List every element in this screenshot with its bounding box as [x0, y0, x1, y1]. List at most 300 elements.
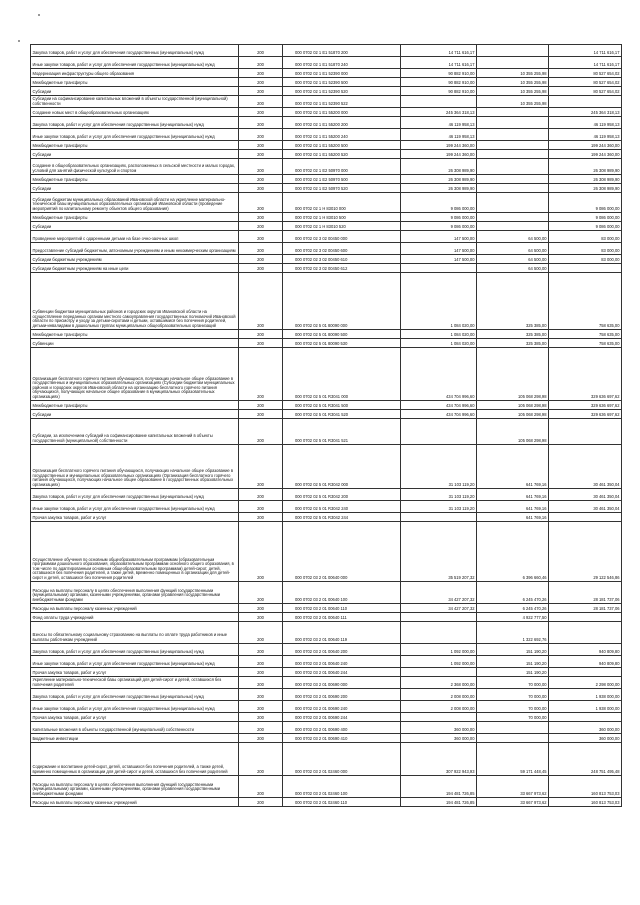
row-description: Субсидии: [31, 410, 239, 419]
row-line-code: 200: [239, 255, 283, 264]
row-budget-classification-code: 000 0702 03 2 01 02460 100: [283, 776, 401, 798]
row-unexecuted-amount: 30 461 350,04: [549, 501, 622, 513]
row-executed-amount: 641 769,16: [477, 501, 549, 513]
row-unexecuted-amount: [549, 96, 622, 108]
row-description: Взносы по обязательному социальному страхованию на выплаты по оплате труда работников и иные выплаты работникам учреждений: [31, 622, 239, 644]
row-description: Расходы на выплаты персоналу в целях обеспечения выполнения функций государственными (муниципальными) органами, казенными учреждениями, органами управления государственными внебюджетными фондами: [31, 582, 239, 604]
table-row: [31, 522, 622, 582]
row-executed-amount: 6 396 660,46: [477, 522, 549, 582]
row-unexecuted-amount: 80 527 654,02: [549, 69, 622, 78]
row-approved-amount: 2 008 000,00: [401, 701, 477, 713]
row-unexecuted-amount: 940 809,80: [549, 644, 622, 656]
row-approved-amount: 9 086 000,00: [401, 193, 477, 213]
table-row: [31, 69, 622, 78]
table-row: [31, 243, 622, 255]
row-unexecuted-amount: 360 000,00: [549, 734, 622, 743]
row-approved-amount: [401, 264, 477, 273]
table-row: [31, 722, 622, 734]
row-line-code: 200: [239, 410, 283, 419]
table-row: [31, 677, 622, 689]
row-approved-amount: 199 244 360,00: [401, 141, 477, 150]
scan-speck: [38, 14, 40, 16]
row-description: Бюджетные инвестиции: [31, 734, 239, 743]
row-executed-amount: 151 190,20: [477, 644, 549, 656]
row-executed-amount: 10 355 255,98: [477, 78, 549, 87]
row-approved-amount: 245 364 318,13: [401, 108, 477, 117]
row-budget-classification-code: 000 0702 02 3 02 00450 610: [283, 255, 401, 264]
row-budget-classification-code: 000 0702 02 1 E1 55200 200: [283, 117, 401, 129]
row-unexecuted-amount: 758 635,00: [549, 339, 622, 348]
row-approved-amount: [401, 96, 477, 108]
table-row: [31, 117, 622, 129]
row-approved-amount: 194 481 726,85: [401, 776, 477, 798]
row-approved-amount: 31 103 119,20: [401, 445, 477, 489]
row-unexecuted-amount: 9 086 000,00: [549, 222, 622, 231]
row-budget-classification-code: 000 0702 02 1 E1 51870 200: [283, 45, 401, 57]
row-line-code: 200: [239, 184, 283, 193]
row-description: Межбюджетные трансферты: [31, 213, 239, 222]
row-executed-amount: 6 245 470,26: [477, 604, 549, 613]
row-description: Субсидии на софинансирование капитальных вложений в объекты государственной (муниципальной) собственности: [31, 96, 239, 108]
row-unexecuted-amount: 160 813 753,03: [549, 798, 622, 807]
row-executed-amount: [477, 222, 549, 231]
row-description: Субсидии бюджетам муниципальных образований Ивановской области на укрепление материально-технической базы муниципальных образовательных организаций Ивановской области (проведение мероприятий по капитальному ремонту объектов общего образования): [31, 193, 239, 213]
table-row: [31, 668, 622, 677]
row-budget-classification-code: 000 0702 03 2 01 02460 110: [283, 798, 401, 807]
row-executed-amount: [477, 184, 549, 193]
row-description: Иные закупки товаров, работ и услуг для обеспечения государственных (муниципальных) нужд: [31, 129, 239, 141]
table-row: [31, 513, 622, 522]
row-line-code: 200: [239, 150, 283, 159]
row-budget-classification-code: 000 0702 02 1 E1 55200 000: [283, 108, 401, 117]
row-line-code: 200: [239, 734, 283, 743]
row-approved-amount: 307 922 943,93: [401, 743, 477, 776]
row-line-code: 200: [239, 513, 283, 522]
row-executed-amount: 64 500,00: [477, 255, 549, 264]
row-unexecuted-amount: 199 244 360,00: [549, 141, 622, 150]
row-description: Иные закупки товаров, работ и услуг для обеспечения государственных (муниципальных) нужд: [31, 701, 239, 713]
row-approved-amount: 360 000,00: [401, 734, 477, 743]
table-row: [31, 193, 622, 213]
table-row: [31, 644, 622, 656]
row-approved-amount: 1 092 000,00: [401, 644, 477, 656]
row-description: Субсидии: [31, 184, 239, 193]
table-row: [31, 776, 622, 798]
row-unexecuted-amount: 245 364 318,13: [549, 108, 622, 117]
row-line-code: 200: [239, 231, 283, 243]
row-executed-amount: 151 190,20: [477, 668, 549, 677]
row-approved-amount: 1 084 020,00: [401, 339, 477, 348]
row-executed-amount: 151 190,20: [477, 656, 549, 668]
row-executed-amount: 70 000,00: [477, 677, 549, 689]
row-unexecuted-amount: 758 635,00: [549, 330, 622, 339]
row-unexecuted-amount: 329 636 697,62: [549, 410, 622, 419]
row-description: Предоставление субсидий бюджетным, автономным учреждениям и иным некоммерческим организациям: [31, 243, 239, 255]
row-line-code: 200: [239, 668, 283, 677]
table-row: [31, 273, 622, 330]
row-line-code: 200: [239, 798, 283, 807]
row-executed-amount: 105 068 298,98: [477, 348, 549, 401]
table-row: [31, 501, 622, 513]
row-approved-amount: 147 500,00: [401, 243, 477, 255]
row-executed-amount: 105 068 298,98: [477, 401, 549, 410]
row-executed-amount: 33 667 973,62: [477, 776, 549, 798]
row-executed-amount: [477, 193, 549, 213]
row-budget-classification-code: 000 0702 03 2 01 00640 200: [283, 644, 401, 656]
row-line-code: 200: [239, 129, 283, 141]
row-line-code: 200: [239, 193, 283, 213]
row-executed-amount: 325 385,00: [477, 330, 549, 339]
row-approved-amount: 434 704 996,60: [401, 410, 477, 419]
row-description: Прочая закупка товаров, работ и услуг: [31, 668, 239, 677]
table-row: [31, 96, 622, 108]
row-budget-classification-code: 000 0702 02 5 01 R3042 000: [283, 445, 401, 489]
row-line-code: 200: [239, 243, 283, 255]
row-executed-amount: 325 385,00: [477, 273, 549, 330]
row-executed-amount: [477, 108, 549, 117]
row-description: Иные закупки товаров, работ и услуг для обеспечения государственных (муниципальных) нужд: [31, 57, 239, 69]
row-description: Расходы на выплаты персоналу в целях обеспечения выполнения функций государственными (муниципальными) органами, казенными учреждениями, органами управления государственными внебюджетными фондами: [31, 776, 239, 798]
table-row: [31, 489, 622, 501]
row-line-code: 200: [239, 273, 283, 330]
table-row: [31, 184, 622, 193]
row-description: Расходы на выплаты персоналу казенных учреждений: [31, 604, 239, 613]
row-unexecuted-amount: 83 000,00: [549, 231, 622, 243]
row-line-code: 200: [239, 743, 283, 776]
row-description: Субсидии, за исключением субсидий на софинансирование капитальных вложений в объекты государственной (муниципальной) собственности: [31, 419, 239, 445]
row-budget-classification-code: 000 0702 02 3 02 00450 612: [283, 264, 401, 273]
row-description: Прочая закупка товаров, работ и услуг: [31, 513, 239, 522]
row-budget-classification-code: 000 0702 02 1 E1 52390 520: [283, 87, 401, 96]
row-executed-amount: [477, 150, 549, 159]
row-line-code: 200: [239, 175, 283, 184]
row-line-code: 200: [239, 117, 283, 129]
row-line-code: 200: [239, 87, 283, 96]
row-unexecuted-amount: 30 461 350,04: [549, 445, 622, 489]
row-description: Субсидии: [31, 222, 239, 231]
table-body: [31, 45, 622, 807]
row-approved-amount: 31 103 119,20: [401, 501, 477, 513]
row-unexecuted-amount: 14 711 616,17: [549, 45, 622, 57]
row-line-code: 200: [239, 489, 283, 501]
row-unexecuted-amount: 329 636 697,62: [549, 348, 622, 401]
row-line-code: 200: [239, 613, 283, 622]
row-executed-amount: 59 171 448,45: [477, 743, 549, 776]
row-unexecuted-amount: [549, 668, 622, 677]
row-line-code: 200: [239, 96, 283, 108]
table-row: [31, 622, 622, 644]
row-approved-amount: 1 084 020,00: [401, 273, 477, 330]
row-line-code: 200: [239, 69, 283, 78]
row-executed-amount: 6 245 470,26: [477, 582, 549, 604]
row-executed-amount: 70 000,00: [477, 689, 549, 701]
row-description: Закупка товаров, работ и услуг для обеспечения государственных (муниципальных) нужд: [31, 644, 239, 656]
row-unexecuted-amount: 14 711 616,17: [549, 57, 622, 69]
table-row: [31, 798, 622, 807]
row-unexecuted-amount: [549, 264, 622, 273]
row-budget-classification-code: 000 0702 02 1 Н 83010 520: [283, 222, 401, 231]
row-executed-amount: [477, 57, 549, 69]
row-approved-amount: 1 084 020,00: [401, 330, 477, 339]
row-description: Осуществление обучения по основным общеобразовательным программам (образовательным программам дошкольного образования, образовательным программам основного общего образования, в том числе по адаптированным основным общеобразовательным программам) детей-сирот, детей, оставшихся без попечения родителей, а также детей, временно помещенных в организации для детей-сирот и детей, оставшихся без попечения родителей: [31, 522, 239, 582]
row-line-code: 200: [239, 141, 283, 150]
table-row: [31, 330, 622, 339]
row-unexecuted-amount: 248 751 495,48: [549, 743, 622, 776]
row-unexecuted-amount: 30 461 350,04: [549, 489, 622, 501]
row-line-code: 200: [239, 222, 283, 231]
row-line-code: 200: [239, 445, 283, 489]
row-executed-amount: [477, 117, 549, 129]
row-executed-amount: 1 322 692,76: [477, 622, 549, 644]
row-executed-amount: 4 922 777,50: [477, 613, 549, 622]
row-unexecuted-amount: 80 527 654,02: [549, 87, 622, 96]
row-unexecuted-amount: 28 181 737,06: [549, 582, 622, 604]
row-approved-amount: 1 092 000,00: [401, 656, 477, 668]
row-approved-amount: [401, 419, 477, 445]
row-description: Закупка товаров, работ и услуг для обеспечения государственных (муниципальных) нужд: [31, 117, 239, 129]
table-row: [31, 255, 622, 264]
row-unexecuted-amount: 26 308 989,90: [549, 159, 622, 175]
row-budget-classification-code: 000 0702 03 2 01 00640 244: [283, 668, 401, 677]
table-row: [31, 45, 622, 57]
row-unexecuted-amount: 329 636 697,62: [549, 401, 622, 410]
row-approved-amount: [401, 513, 477, 522]
row-budget-classification-code: 000 0702 03 2 01 00640 240: [283, 656, 401, 668]
row-approved-amount: 26 308 989,90: [401, 159, 477, 175]
table-row: [31, 604, 622, 613]
row-unexecuted-amount: 26 308 989,90: [549, 175, 622, 184]
row-budget-classification-code: 000 0702 02 1 E2 50970 500: [283, 175, 401, 184]
row-line-code: 200: [239, 159, 283, 175]
table-row: [31, 734, 622, 743]
row-budget-classification-code: 000 0702 03 2 01 00690 200: [283, 689, 401, 701]
table-row: [31, 713, 622, 722]
row-executed-amount: 641 769,16: [477, 489, 549, 501]
row-budget-classification-code: 000 0702 02 5 01 R3041 521: [283, 419, 401, 445]
row-unexecuted-amount: 83 000,00: [549, 255, 622, 264]
row-approved-amount: 46 119 958,13: [401, 117, 477, 129]
row-executed-amount: 10 355 255,98: [477, 96, 549, 108]
row-description: Закупка товаров, работ и услуг для обеспечения государственных (муниципальных) нужд: [31, 45, 239, 57]
table-row: [31, 78, 622, 87]
scan-speck: [18, 40, 20, 42]
row-budget-classification-code: 000 0702 03 2 01 00690 000: [283, 677, 401, 689]
row-line-code: 200: [239, 522, 283, 582]
row-line-code: 200: [239, 339, 283, 348]
table-row: [31, 159, 622, 175]
row-approved-amount: 194 481 726,85: [401, 798, 477, 807]
table-row: [31, 701, 622, 713]
row-description: Межбюджетные трансферты: [31, 141, 239, 150]
table-row: [31, 87, 622, 96]
row-unexecuted-amount: 199 244 360,00: [549, 150, 622, 159]
row-line-code: 200: [239, 701, 283, 713]
row-description: Закупка товаров, работ и услуг для обеспечения государственных (муниципальных) нужд: [31, 489, 239, 501]
row-description: Расходы на выплаты персоналу казенных учреждений: [31, 798, 239, 807]
row-unexecuted-amount: 28 181 737,06: [549, 604, 622, 613]
row-description: Проведение мероприятий с одаренными детьми на базе очно-заочных школ: [31, 231, 239, 243]
row-executed-amount: 10 355 255,98: [477, 87, 549, 96]
row-executed-amount: [477, 45, 549, 57]
row-budget-classification-code: 000 0702 02 1 Н 83010 500: [283, 213, 401, 222]
row-approved-amount: 14 711 616,17: [401, 57, 477, 69]
row-description: Иные закупки товаров, работ и услуг для обеспечения государственных (муниципальных) нужд: [31, 656, 239, 668]
table-row: [31, 656, 622, 668]
row-line-code: 200: [239, 713, 283, 722]
row-executed-amount: 10 355 255,98: [477, 69, 549, 78]
row-description: Фонд оплаты труда учреждений: [31, 613, 239, 622]
row-approved-amount: 90 882 910,00: [401, 69, 477, 78]
row-line-code: 200: [239, 213, 283, 222]
row-budget-classification-code: 000 0702 02 5 01 R3041 000: [283, 348, 401, 401]
table-row: [31, 264, 622, 273]
row-budget-classification-code: 000 0702 02 5 01 80090 000: [283, 273, 401, 330]
row-line-code: 200: [239, 677, 283, 689]
row-line-code: 200: [239, 722, 283, 734]
row-description: Иные закупки товаров, работ и услуг для обеспечения государственных (муниципальных) нужд: [31, 501, 239, 513]
row-unexecuted-amount: 1 938 000,00: [549, 689, 622, 701]
row-executed-amount: 105 068 298,98: [477, 419, 549, 445]
row-approved-amount: 2 008 000,00: [401, 689, 477, 701]
row-line-code: 200: [239, 108, 283, 117]
budget-execution-table: [30, 44, 622, 807]
row-line-code: 200: [239, 501, 283, 513]
row-approved-amount: 434 704 996,60: [401, 348, 477, 401]
row-budget-classification-code: 000 0702 02 5 01 R3042 240: [283, 501, 401, 513]
row-approved-amount: 2 368 000,00: [401, 677, 477, 689]
row-description: Межбюджетные трансферты: [31, 175, 239, 184]
row-unexecuted-amount: 80 527 654,02: [549, 78, 622, 87]
table-row: [31, 175, 622, 184]
row-unexecuted-amount: [549, 513, 622, 522]
row-budget-classification-code: 000 0702 02 5 01 80090 530: [283, 339, 401, 348]
row-budget-classification-code: 000 0702 02 3 02 00450 000: [283, 231, 401, 243]
row-budget-classification-code: 000 0702 03 2 01 00640 000: [283, 522, 401, 582]
row-unexecuted-amount: [549, 419, 622, 445]
row-line-code: 200: [239, 604, 283, 613]
row-approved-amount: 9 086 000,00: [401, 222, 477, 231]
row-approved-amount: 360 000,00: [401, 722, 477, 734]
row-description: Субсидии: [31, 87, 239, 96]
row-description: Укрепление материально-технической базы организаций для детей-сирот и детей, оставшихся без попечения родителей: [31, 677, 239, 689]
table-row: [31, 150, 622, 159]
row-approved-amount: 147 500,00: [401, 231, 477, 243]
row-budget-classification-code: 000 0702 02 5 01 R3042 200: [283, 489, 401, 501]
row-budget-classification-code: 000 0702 02 3 02 00450 600: [283, 243, 401, 255]
row-unexecuted-amount: [549, 613, 622, 622]
table-row: [31, 613, 622, 622]
row-line-code: 200: [239, 644, 283, 656]
row-description: Межбюджетные трансферты: [31, 330, 239, 339]
row-line-code: 200: [239, 57, 283, 69]
row-approved-amount: 34 427 207,32: [401, 582, 477, 604]
row-approved-amount: 434 704 996,60: [401, 401, 477, 410]
row-executed-amount: 64 500,00: [477, 231, 549, 243]
row-budget-classification-code: 000 0702 02 5 01 80090 500: [283, 330, 401, 339]
row-executed-amount: 105 068 298,98: [477, 410, 549, 419]
row-budget-classification-code: 000 0702 02 1 E1 52390 522: [283, 96, 401, 108]
row-description: Содержание и воспитание детей-сирот, детей, оставшихся без попечения родителей, а также детей, временно помещенных в организации для детей-сирот и детей, оставшихся без попечения родителей: [31, 743, 239, 776]
table-row: [31, 129, 622, 141]
row-budget-classification-code: 000 0702 02 1 E1 52390 500: [283, 78, 401, 87]
row-unexecuted-amount: 1 938 000,00: [549, 701, 622, 713]
row-approved-amount: [401, 613, 477, 622]
row-unexecuted-amount: 2 298 000,00: [549, 677, 622, 689]
table-row: [31, 743, 622, 776]
table-row: [31, 108, 622, 117]
row-description: Субсидии: [31, 150, 239, 159]
row-approved-amount: 35 519 207,32: [401, 522, 477, 582]
row-executed-amount: [477, 129, 549, 141]
row-budget-classification-code: 000 0702 02 1 E1 55200 520: [283, 150, 401, 159]
row-unexecuted-amount: 46 119 958,13: [549, 117, 622, 129]
row-budget-classification-code: 000 0702 02 1 E1 55200 500: [283, 141, 401, 150]
row-executed-amount: 641 769,16: [477, 513, 549, 522]
row-approved-amount: 46 119 958,13: [401, 129, 477, 141]
row-line-code: 200: [239, 330, 283, 339]
row-budget-classification-code: 000 0702 03 2 01 00690 244: [283, 713, 401, 722]
row-unexecuted-amount: 360 000,00: [549, 722, 622, 734]
table-row: [31, 410, 622, 419]
row-unexecuted-amount: 758 635,00: [549, 273, 622, 330]
row-description: Организация бесплатного горячего питания обучающихся, получающих начальное общее образование в государственных и муниципальных образовательных организациях (Субсидии бюджетам муниципальных районов и городских округов Ивановской области на организацию бесплатного горячего питания обучающихся, получающих начальное общее образование в муниципальных образовательных организациях): [31, 348, 239, 401]
row-executed-amount: 33 667 973,62: [477, 798, 549, 807]
row-budget-classification-code: 000 0702 02 1 E1 51870 240: [283, 57, 401, 69]
table-row: [31, 445, 622, 489]
row-description: Прочая закупка товаров, работ и услуг: [31, 713, 239, 722]
row-budget-classification-code: 000 0702 03 2 01 00690 400: [283, 722, 401, 734]
table-row: [31, 57, 622, 69]
row-description: Субсидии бюджетным учреждениям: [31, 255, 239, 264]
row-budget-classification-code: 000 0702 03 2 01 00640 110: [283, 604, 401, 613]
row-unexecuted-amount: [549, 622, 622, 644]
budget-report-page: [30, 44, 621, 807]
row-unexecuted-amount: [549, 713, 622, 722]
table-row: [31, 213, 622, 222]
row-description: Межбюджетные трансферты: [31, 78, 239, 87]
table-row: [31, 582, 622, 604]
row-line-code: 200: [239, 622, 283, 644]
row-unexecuted-amount: 940 809,80: [549, 656, 622, 668]
row-budget-classification-code: 000 0702 03 2 01 00690 410: [283, 734, 401, 743]
row-description: Субвенции бюджетам муниципальных районов и городских округов Ивановской области на осуществление переданных органам местного самоуправления государственных полномочий Ивановской области по присмотру и уходу за детьми-сиротами и детьми, оставшимися без попечения родителей, детьми-инвалидами в дошкольных группах муниципальных общеобразовательных организаций: [31, 273, 239, 330]
row-approved-amount: 26 308 989,90: [401, 175, 477, 184]
row-budget-classification-code: 000 0702 02 1 E2 50970 000: [283, 159, 401, 175]
row-budget-classification-code: 000 0702 03 2 01 02460 000: [283, 743, 401, 776]
row-description: Создание в общеобразовательных организациях, расположенных в сельской местности и малых городах, условий для занятий физической культурой и спортом: [31, 159, 239, 175]
row-description: Модернизация инфраструктуры общего образования: [31, 69, 239, 78]
row-line-code: 200: [239, 776, 283, 798]
table-row: [31, 419, 622, 445]
row-budget-classification-code: 000 0702 03 2 01 00690 240: [283, 701, 401, 713]
row-executed-amount: 325 385,00: [477, 339, 549, 348]
row-line-code: 200: [239, 689, 283, 701]
row-approved-amount: 147 500,00: [401, 255, 477, 264]
row-line-code: 200: [239, 656, 283, 668]
row-budget-classification-code: 000 0702 03 2 01 00640 100: [283, 582, 401, 604]
row-executed-amount: [477, 141, 549, 150]
row-budget-classification-code: 000 0702 02 5 01 R3041 520: [283, 410, 401, 419]
row-line-code: 200: [239, 401, 283, 410]
row-unexecuted-amount: 9 086 000,00: [549, 193, 622, 213]
table-row: [31, 689, 622, 701]
row-unexecuted-amount: 46 119 958,13: [549, 129, 622, 141]
row-line-code: 200: [239, 582, 283, 604]
row-budget-classification-code: 000 0702 02 1 E1 52390 000: [283, 69, 401, 78]
row-approved-amount: 26 308 989,90: [401, 184, 477, 193]
row-approved-amount: 34 427 207,32: [401, 604, 477, 613]
row-unexecuted-amount: 83 000,00: [549, 243, 622, 255]
